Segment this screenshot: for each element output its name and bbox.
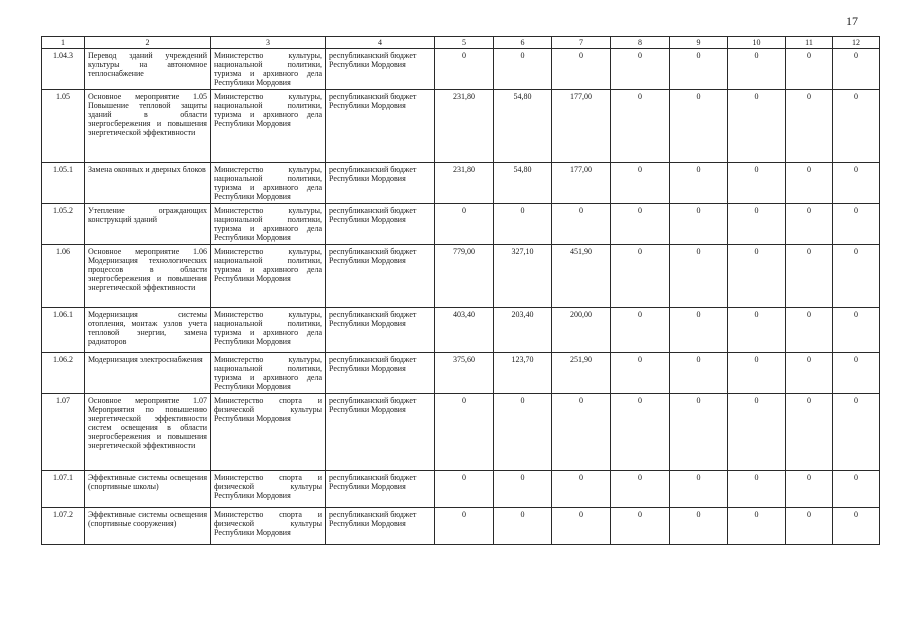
column-header: 10 (728, 37, 786, 49)
value-cell: 0 (494, 204, 552, 245)
value-cell: 0 (611, 204, 670, 245)
row-executor: Министерство спорта и физической культуры Республики Мордовия (211, 471, 326, 508)
column-header: 4 (326, 37, 435, 49)
value-cell: 0 (728, 245, 786, 308)
table-row (42, 90, 880, 163)
table-row (42, 245, 880, 308)
value-cell: 403,40 (435, 308, 494, 353)
row-executor: Министерство культуры, национальной политики, туризма и архивного дела Республики Мордовия (211, 90, 326, 163)
value-cell: 0 (611, 353, 670, 394)
column-header: 6 (494, 37, 552, 49)
row-name: Замена оконных и дверных блоков (85, 163, 211, 204)
row-executor: Министерство культуры, национальной политики, туризма и архивного дела Республики Мордовия (211, 245, 326, 308)
value-cell: 0 (833, 471, 880, 508)
value-cell: 0 (435, 49, 494, 90)
row-funding-source: республиканский бюджет Республики Мордовия (326, 49, 435, 90)
value-cell: 0 (786, 204, 833, 245)
header-row (42, 37, 880, 49)
value-cell: 0 (611, 394, 670, 471)
value-cell: 0 (786, 394, 833, 471)
row-executor: Министерство культуры, национальной политики, туризма и архивного дела Республики Мордовия (211, 204, 326, 245)
row-name: Утепление ограждающих конструкций зданий (85, 204, 211, 245)
row-funding-source: республиканский бюджет Республики Мордовия (326, 353, 435, 394)
column-header: 5 (435, 37, 494, 49)
row-code: 1.05.1 (42, 163, 85, 204)
value-cell: 0 (435, 204, 494, 245)
value-cell: 0 (435, 508, 494, 545)
value-cell: 0 (833, 308, 880, 353)
value-cell: 231,80 (435, 90, 494, 163)
value-cell: 0 (611, 49, 670, 90)
value-cell: 0 (670, 245, 728, 308)
value-cell: 177,00 (552, 163, 611, 204)
row-name: Перевод зданий учреждений культуры на автономное теплоснабжение (85, 49, 211, 90)
value-cell: 0 (611, 308, 670, 353)
row-funding-source: республиканский бюджет Республики Мордовия (326, 394, 435, 471)
row-name: Эффективные системы освещения (спортивные школы) (85, 471, 211, 508)
row-executor: Министерство культуры, национальной политики, туризма и архивного дела Республики Мордовия (211, 308, 326, 353)
row-name: Основное мероприятие 1.07 Мероприятия по повышению энергетической эффективности систем освещения в области энергосбережения и повышения энергетической эффективности (85, 394, 211, 471)
value-cell: 0 (670, 508, 728, 545)
value-cell: 0 (728, 394, 786, 471)
row-funding-source: республиканский бюджет Республики Мордовия (326, 90, 435, 163)
column-header: 1 (42, 37, 85, 49)
table-row (42, 308, 880, 353)
value-cell: 0 (728, 90, 786, 163)
value-cell: 0 (786, 353, 833, 394)
value-cell: 54,80 (494, 90, 552, 163)
value-cell: 0 (611, 163, 670, 204)
row-funding-source: республиканский бюджет Республики Мордовия (326, 204, 435, 245)
value-cell: 0 (494, 49, 552, 90)
table-row (42, 353, 880, 394)
value-cell: 0 (786, 245, 833, 308)
row-funding-source: республиканский бюджет Республики Мордовия (326, 508, 435, 545)
value-cell: 0 (552, 508, 611, 545)
row-code: 1.06.2 (42, 353, 85, 394)
value-cell: 0 (833, 353, 880, 394)
value-cell: 0 (611, 90, 670, 163)
value-cell: 0 (494, 508, 552, 545)
value-cell: 203,40 (494, 308, 552, 353)
value-cell: 0 (670, 90, 728, 163)
row-code: 1.05.2 (42, 204, 85, 245)
value-cell: 0 (786, 508, 833, 545)
value-cell: 0 (670, 49, 728, 90)
value-cell: 0 (833, 90, 880, 163)
row-name: Основное мероприятие 1.05 Повышение тепловой защиты зданий в области энергосбережения и повышения энергетической эффективности (85, 90, 211, 163)
value-cell: 0 (435, 471, 494, 508)
value-cell: 0 (611, 471, 670, 508)
column-header: 8 (611, 37, 670, 49)
value-cell: 0 (552, 49, 611, 90)
page-number: 17 (846, 14, 858, 28)
value-cell: 0 (670, 394, 728, 471)
value-cell: 0 (611, 245, 670, 308)
value-cell: 0 (833, 394, 880, 471)
column-header: 12 (833, 37, 880, 49)
value-cell: 177,00 (552, 90, 611, 163)
value-cell: 0 (552, 471, 611, 508)
value-cell: 0 (670, 471, 728, 508)
value-cell: 0 (786, 90, 833, 163)
table-row (42, 471, 880, 508)
table-row (42, 49, 880, 90)
row-executor: Министерство культуры, национальной политики, туризма и архивного дела Республики Мордовия (211, 163, 326, 204)
value-cell: 0 (728, 49, 786, 90)
value-cell: 0 (786, 471, 833, 508)
value-cell: 0 (494, 394, 552, 471)
value-cell: 0 (728, 508, 786, 545)
value-cell: 0 (728, 471, 786, 508)
column-header: 3 (211, 37, 326, 49)
row-code: 1.07.1 (42, 471, 85, 508)
row-funding-source: республиканский бюджет Республики Мордовия (326, 163, 435, 204)
table-row (42, 508, 880, 545)
column-header: 7 (552, 37, 611, 49)
value-cell: 123,70 (494, 353, 552, 394)
value-cell: 0 (833, 49, 880, 90)
row-funding-source: республиканский бюджет Республики Мордовия (326, 308, 435, 353)
row-code: 1.06 (42, 245, 85, 308)
value-cell: 0 (786, 163, 833, 204)
value-cell: 0 (670, 163, 728, 204)
value-cell: 231,80 (435, 163, 494, 204)
row-name: Основное мероприятие 1.06 Модернизация технологических процессов в области энергосбережения и повышения энергетической эффективности (85, 245, 211, 308)
row-executor: Министерство спорта и физической культуры Республики Мордовия (211, 508, 326, 545)
value-cell: 0 (833, 204, 880, 245)
row-executor: Министерство культуры, национальной политики, туризма и архивного дела Республики Мордовия (211, 49, 326, 90)
value-cell: 0 (833, 163, 880, 204)
value-cell: 0 (611, 508, 670, 545)
program-table (41, 36, 880, 545)
row-code: 1.05 (42, 90, 85, 163)
table-row (42, 163, 880, 204)
value-cell: 0 (494, 471, 552, 508)
value-cell: 0 (833, 245, 880, 308)
value-cell: 251,90 (552, 353, 611, 394)
table-row (42, 394, 880, 471)
row-name: Модернизация системы отопления, монтаж узлов учета тепловой энергии, замена радиаторов (85, 308, 211, 353)
value-cell: 0 (728, 308, 786, 353)
value-cell: 0 (670, 204, 728, 245)
row-executor: Министерство спорта и физической культуры Республики Мордовия (211, 394, 326, 471)
row-code: 1.04.3 (42, 49, 85, 90)
column-header: 9 (670, 37, 728, 49)
row-code: 1.06.1 (42, 308, 85, 353)
value-cell: 0 (833, 508, 880, 545)
value-cell: 451,90 (552, 245, 611, 308)
value-cell: 0 (728, 204, 786, 245)
row-name: Эффективные системы освещения (спортивные сооружения) (85, 508, 211, 545)
value-cell: 0 (728, 163, 786, 204)
row-funding-source: республиканский бюджет Республики Мордовия (326, 471, 435, 508)
value-cell: 327,10 (494, 245, 552, 308)
value-cell: 0 (552, 204, 611, 245)
value-cell: 375,60 (435, 353, 494, 394)
row-name: Модернизация электроснабжения (85, 353, 211, 394)
value-cell: 0 (786, 49, 833, 90)
column-header: 11 (786, 37, 833, 49)
row-executor: Министерство культуры, национальной политики, туризма и архивного дела Республики Мордовия (211, 353, 326, 394)
value-cell: 0 (786, 308, 833, 353)
value-cell: 54,80 (494, 163, 552, 204)
value-cell: 200,00 (552, 308, 611, 353)
value-cell: 0 (728, 353, 786, 394)
row-funding-source: республиканский бюджет Республики Мордовия (326, 245, 435, 308)
value-cell: 0 (435, 394, 494, 471)
value-cell: 779,00 (435, 245, 494, 308)
row-code: 1.07 (42, 394, 85, 471)
row-code: 1.07.2 (42, 508, 85, 545)
value-cell: 0 (670, 308, 728, 353)
value-cell: 0 (670, 353, 728, 394)
column-header: 2 (85, 37, 211, 49)
table-row (42, 204, 880, 245)
value-cell: 0 (552, 394, 611, 471)
